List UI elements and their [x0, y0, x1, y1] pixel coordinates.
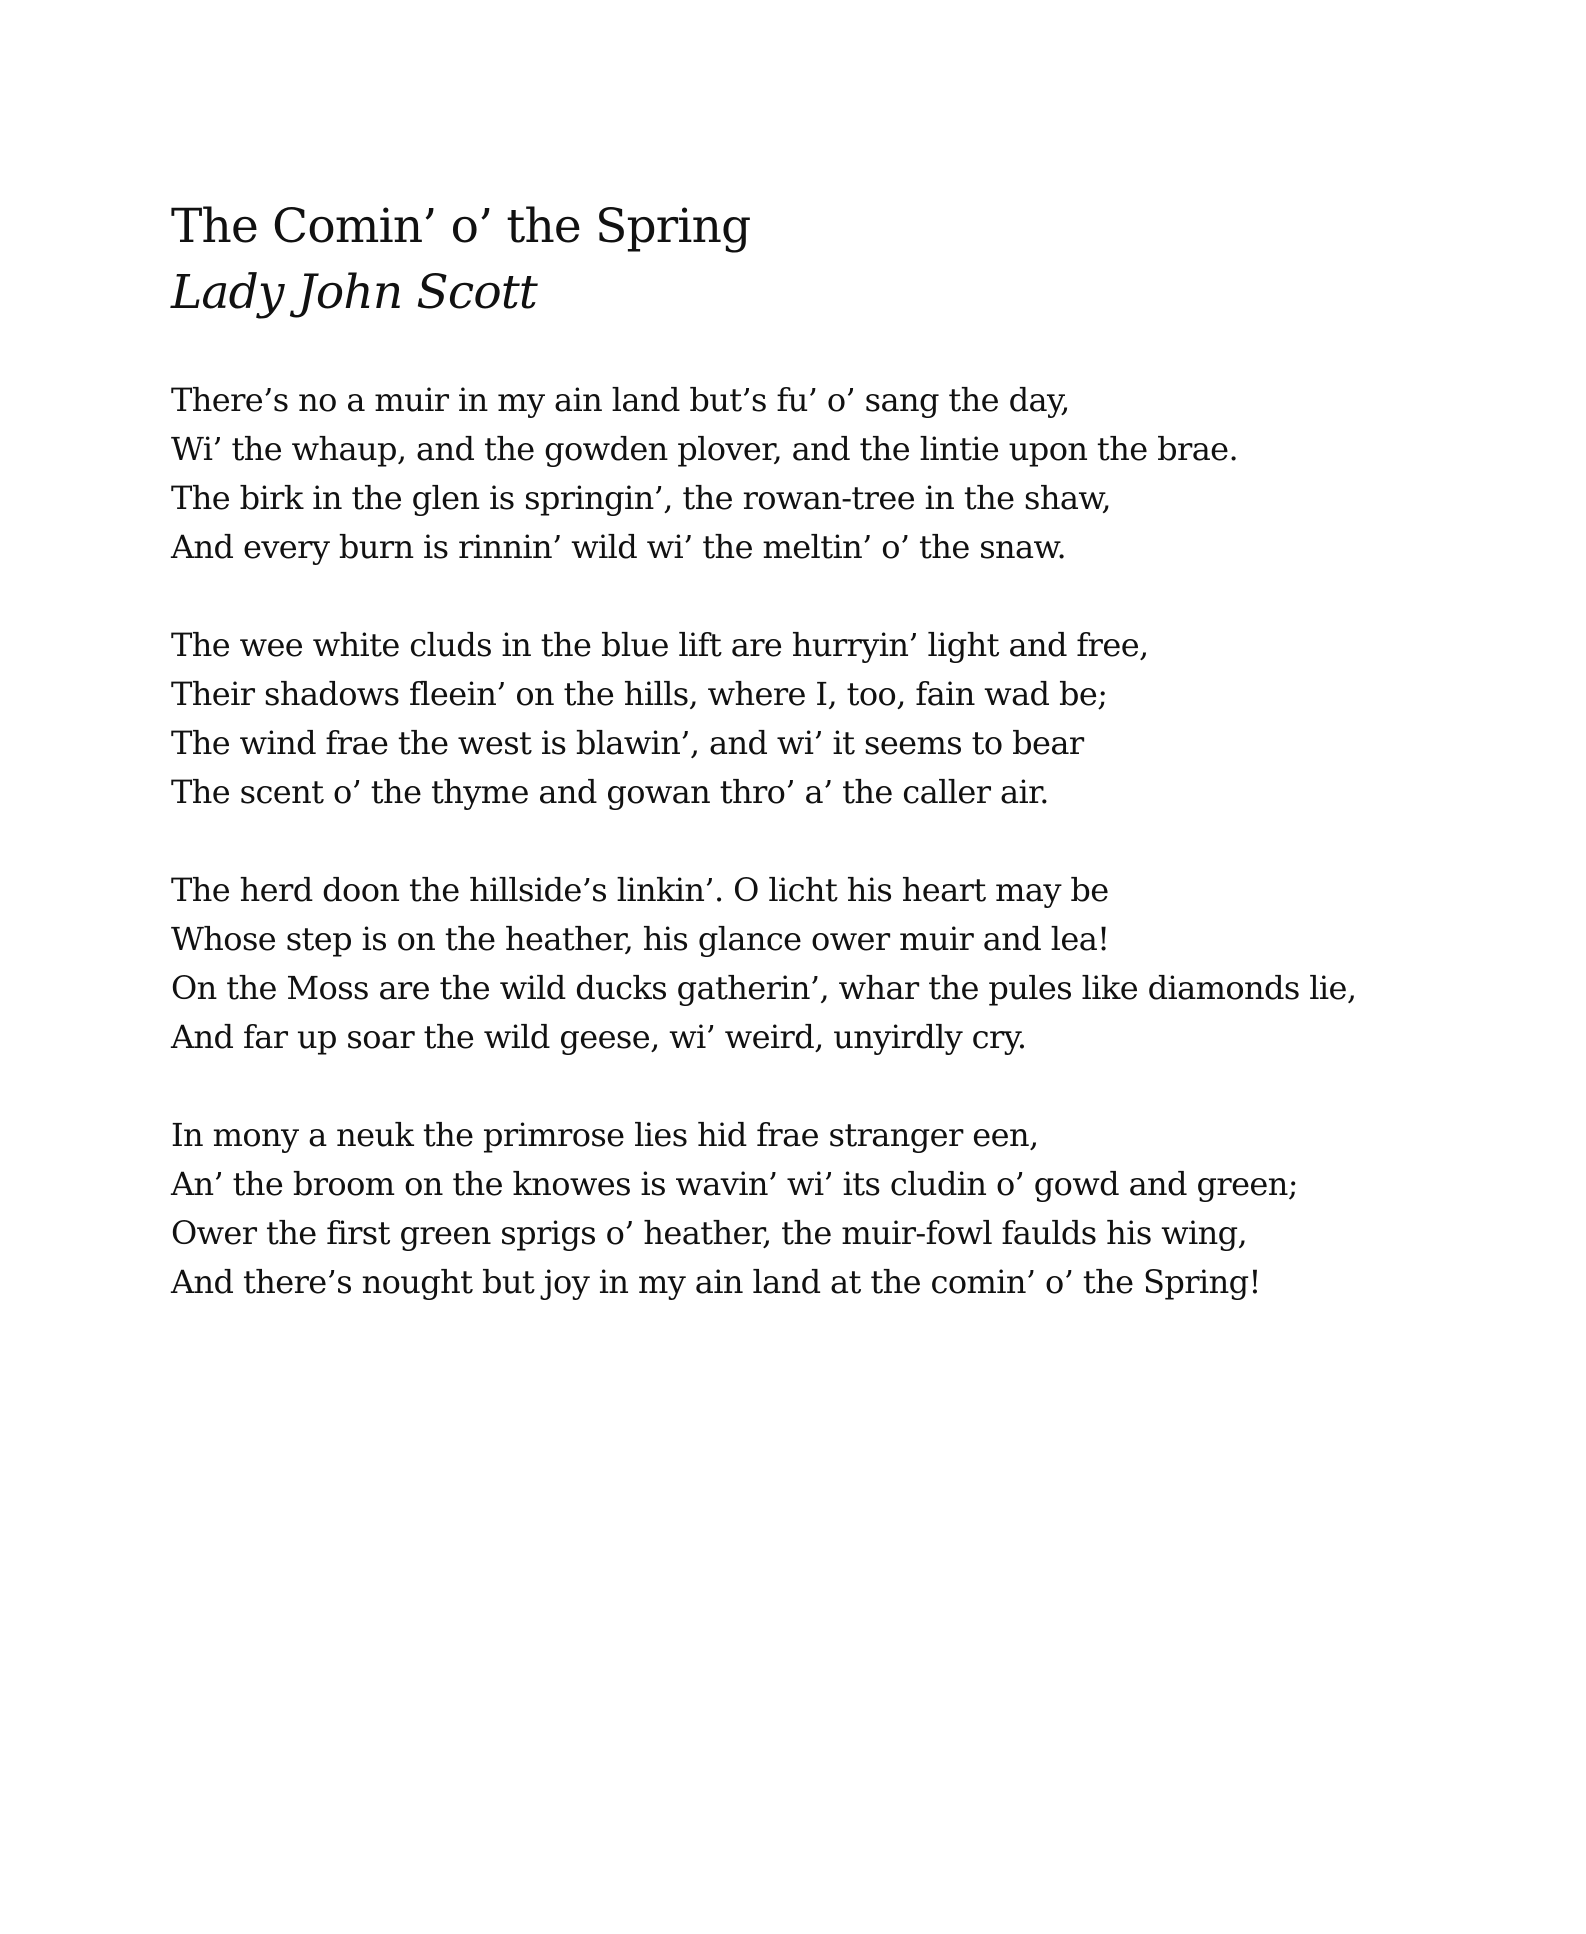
poem-author: Lady John Scott — [171, 265, 538, 320]
poem-line: An’ the broom on the knowes is wavin’ wi’ its cludin o’ gowd and green; — [171, 1165, 1298, 1203]
poem-line: Ower the first green sprigs o’ heather, the muir-fowl faulds his wing, — [171, 1214, 1248, 1252]
poem-line: And every burn is rinnin’ wild wi’ the meltin’ o’ the snaw. — [171, 528, 1067, 566]
poem-line: The scent o’ the thyme and gowan thro’ a’ the caller air. — [171, 773, 1049, 811]
poem-line: Their shadows fleein’ on the hills, where I, too, fain wad be; — [171, 675, 1108, 713]
poem-body — [171, 376, 1471, 1307]
poem-line: The wee white cluds in the blue lift are hurryin’ light and free, — [171, 626, 1149, 664]
poem-line: The herd doon the hillside’s linkin’. O licht his heart may be — [171, 871, 1109, 909]
stanza-4 — [171, 1111, 1471, 1307]
poem-line: Whose step is on the heather, his glance ower muir and lea! — [171, 920, 1110, 958]
stanza-3 — [171, 866, 1471, 1062]
stanza-1 — [171, 376, 1471, 572]
poem-line: And there’s nought but joy in my ain land at the comin’ o’ the Spring! — [171, 1263, 1261, 1301]
poem-line: The birk in the glen is springin’, the rowan-tree in the shaw, — [171, 479, 1111, 517]
poem-line: The wind frae the west is blawin’, and wi’ it seems to bear — [171, 724, 1084, 762]
poem-line: There’s no a muir in my ain land but’s fu’ o’ sang the day, — [171, 381, 1070, 419]
stanza-2 — [171, 621, 1471, 817]
poem-line: And far up soar the wild geese, wi’ weird, unyirdly cry. — [171, 1018, 1027, 1056]
poem-title: The Comin’ o’ the Spring — [171, 199, 751, 254]
poem-line: On the Moss are the wild ducks gatherin’, whar the pules like diamonds lie, — [171, 969, 1357, 1007]
poem-line: In mony a neuk the primrose lies hid frae stranger een, — [171, 1116, 1039, 1154]
poem-content — [171, 194, 1471, 1356]
poem-line: Wi’ the whaup, and the gowden plover, and the lintie upon the brae. — [171, 430, 1239, 468]
